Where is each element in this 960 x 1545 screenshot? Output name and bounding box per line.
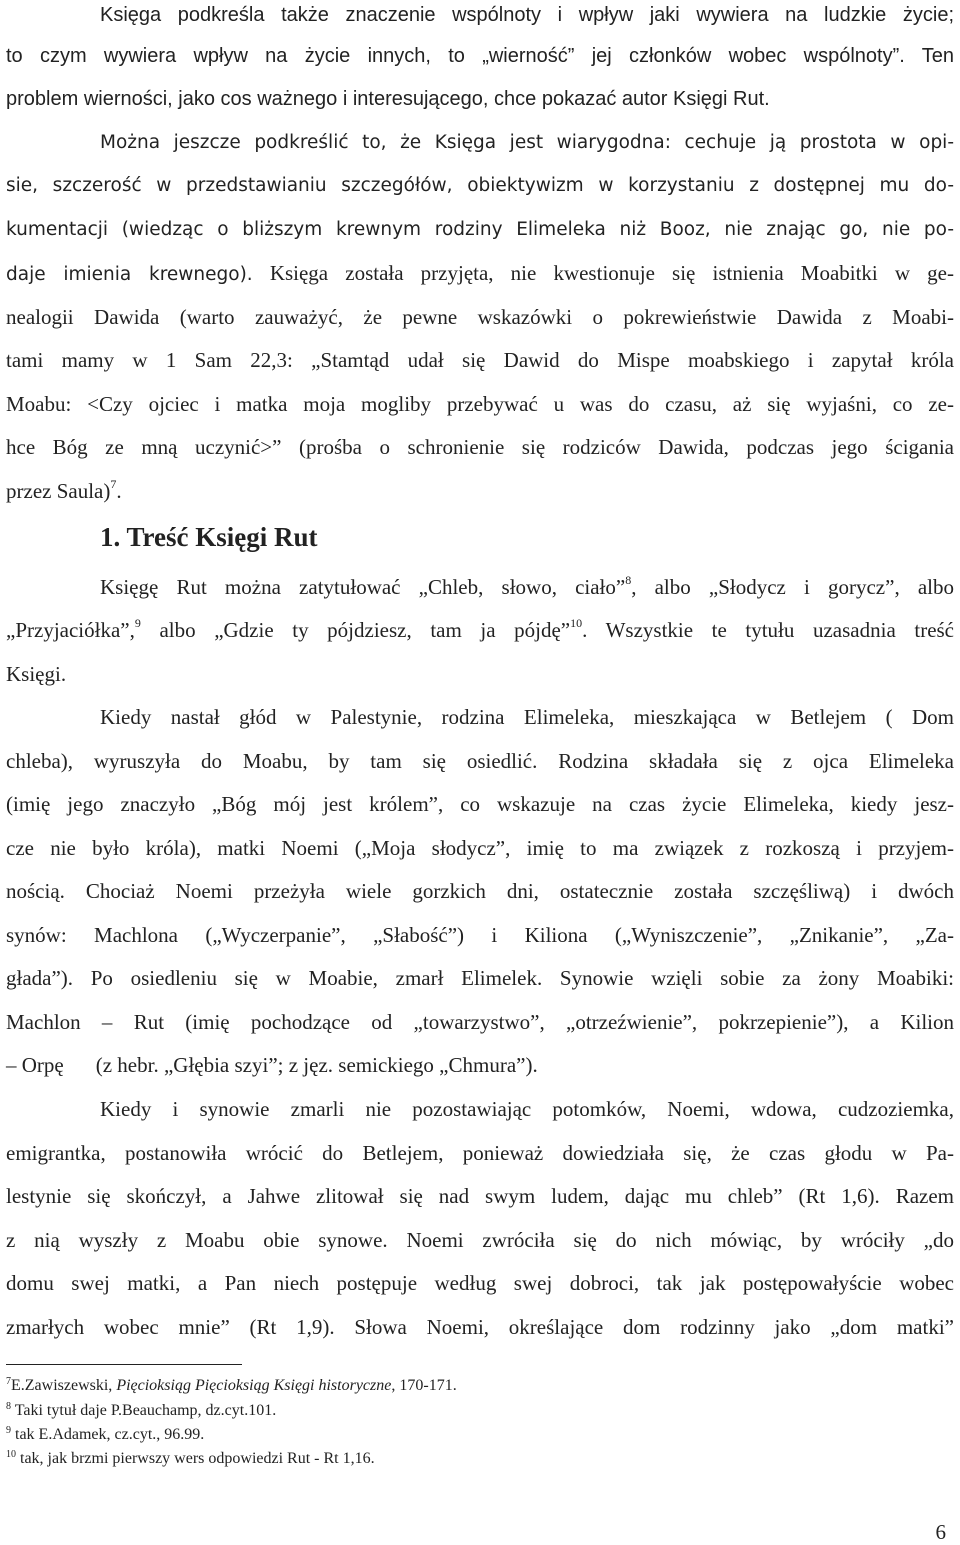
text-line: synów: Machlona („Wyczerpanie”, „Słabość”) i Kiliona („Wyniszczenie”, „Znikanie”, „Za- xyxy=(6,923,954,947)
text-line: Moabu: <Czy ojciec i matka moja mogliby przebywać u was do czasu, aż się wyjaśni, co ze- xyxy=(6,392,954,416)
text-line: z nią wyszły z Moabu obie synowe. Noemi zwróciła się do nich mówiąc, by wróciły „do xyxy=(6,1228,955,1252)
text-line: cze nie było króla), matki Noemi („Moja słodycz”, imię to ma związek z rozkoszą i przyjem- xyxy=(6,836,954,860)
text-line: „Przyjaciółka”,$^9$ albo „Gdzie ty pójdziesz, tam ja pójdę”$^{10}$. Wszystkie te tytułu uzasadnia treść xyxy=(6,616,955,642)
footnote-ref: 10 xyxy=(570,616,583,630)
text-line: lestynie się skończył, a Jahwe zlitował się nad swym ludem, dając mu chleb” (Rt 1,6). Razem xyxy=(6,1184,954,1208)
footnote-ref: 7 xyxy=(110,477,117,491)
text-line: przez Saula)$^7$. xyxy=(6,477,122,503)
text-line: Kiedy nastał głód w Palestynie, rodzina Elimeleka, mieszkająca w Betlejem ( Dom xyxy=(100,705,954,729)
footnote: $^7$E.Zawiszewski, Pięcioksiąg Pięcioksiąg Księgi historyczne, 170-171. xyxy=(6,1375,457,1394)
text-line: to czym wywiera wpływ na życie innych, to „wierność” jej członków wobec wspólnoty”. Ten xyxy=(6,45,954,67)
text-line: daje imienia krewnego). Księga została przyjęta, nie kwestionuje się istnienia Moabitki w ge- xyxy=(6,261,954,285)
text-line: Księgi. xyxy=(6,662,67,686)
footnote: $^8$ Taki tytuł daje P.Beauchamp, dz.cyt.101. xyxy=(6,1400,277,1419)
text-line: hce Bóg ze mną uczynić>” (prośba o schronienie się rodziców Dawida, podczas jego ścigania xyxy=(6,435,954,459)
text-line: głada”). Po osiedleniu się w Moabie, zmarł Elimelek. Synowie wzięli sobie za żony Moabiki: xyxy=(6,966,954,990)
text-line: kumentacji (wiedząc o bliższym krewnym rodziny Elimeleka niż Booz, nie znając go, nie po- xyxy=(6,219,954,240)
footnote: $^9$ tak E.Adamek, cz.cyt., 96.99. xyxy=(6,1424,205,1443)
footnote-separator xyxy=(6,1364,242,1365)
footnote: $^{10}$ tak, jak brzmi pierwszy wers odpowiedzi Rut - Rt 1,16. xyxy=(6,1448,375,1467)
page-number: 6 xyxy=(935,1520,946,1544)
footnote-ref: 8 xyxy=(625,573,632,587)
text-line: Księga podkreśla także znaczenie wspólnoty i wpływ jaki wywiera na ludzkie życie; xyxy=(100,4,954,26)
text-line: domu swej matki, a Pan niech postępuje według swej dobroci, tak jak postępowałyście wobec xyxy=(6,1271,954,1295)
text-line: Machlon – Rut (imię pochodzące od „towarzystwo”, „otrzeźwienie”, pokrzepienie”), a Kilion xyxy=(6,1010,954,1034)
text-line: nością. Chociaż Noemi przeżyła wiele gorzkich dni, ostatecznie została szczęśliwą) i dwóch xyxy=(6,879,955,903)
text-line: nealogii Dawida (warto zauważyć, że pewne wskazówki o pokrewieństwie Dawida z Moabi- xyxy=(6,305,954,329)
text-line: sie, szczerość w przedstawianiu szczegółów, obiektywizm w korzystaniu z dostępnej mu do- xyxy=(6,175,954,196)
text-line: Kiedy i synowie zmarli nie pozostawiając potomków, Noemi, wdowa, cudzoziemka, xyxy=(100,1097,954,1121)
text-line: chleba), wyruszyła do Moabu, by tam się osiedlić. Rodzina składała się z ojca Elimeleka xyxy=(6,749,954,773)
text-line: Księgę Rut można zatytułować „Chleb, słowo, ciało”$^8$, albo „Słodycz i gorycz”, albo xyxy=(100,573,954,599)
text-line: emigrantka, postanowiła wrócić do Betlejem, ponieważ dowiedziała się, że czas głodu w Pa- xyxy=(6,1141,954,1165)
text-line: – Orpę (z hebr. „Głębia szyi”; z jęz. semickiego „Chmura”). xyxy=(6,1053,538,1077)
section-heading: 1. Treść Księgi Rut xyxy=(100,522,318,552)
footnote-ref: 9 xyxy=(134,616,141,630)
text-line: Można jeszcze podkreślić to, że Księga jest wiarygodna: cechuje ją prostota w opi- xyxy=(100,132,954,153)
text-line: zmarłych wobec mnie” (Rt 1,9). Słowa Noemi, określające dom rodzinny jako „dom matki” xyxy=(6,1315,954,1339)
text-line: problem wierności, jako cos ważnego i interesującego, chce pokazać autor Księgi Rut. xyxy=(6,88,770,110)
text-line: tami mamy w 1 Sam 22,3: „Stamtąd udał się Dawid do Mispe moabskiego i zapytał króla xyxy=(6,348,954,372)
text-line: (imię jego znaczyło „Bóg mój jest królem”, co wskazuje na czas życie Elimeleka, kiedy jesz- xyxy=(6,792,954,816)
